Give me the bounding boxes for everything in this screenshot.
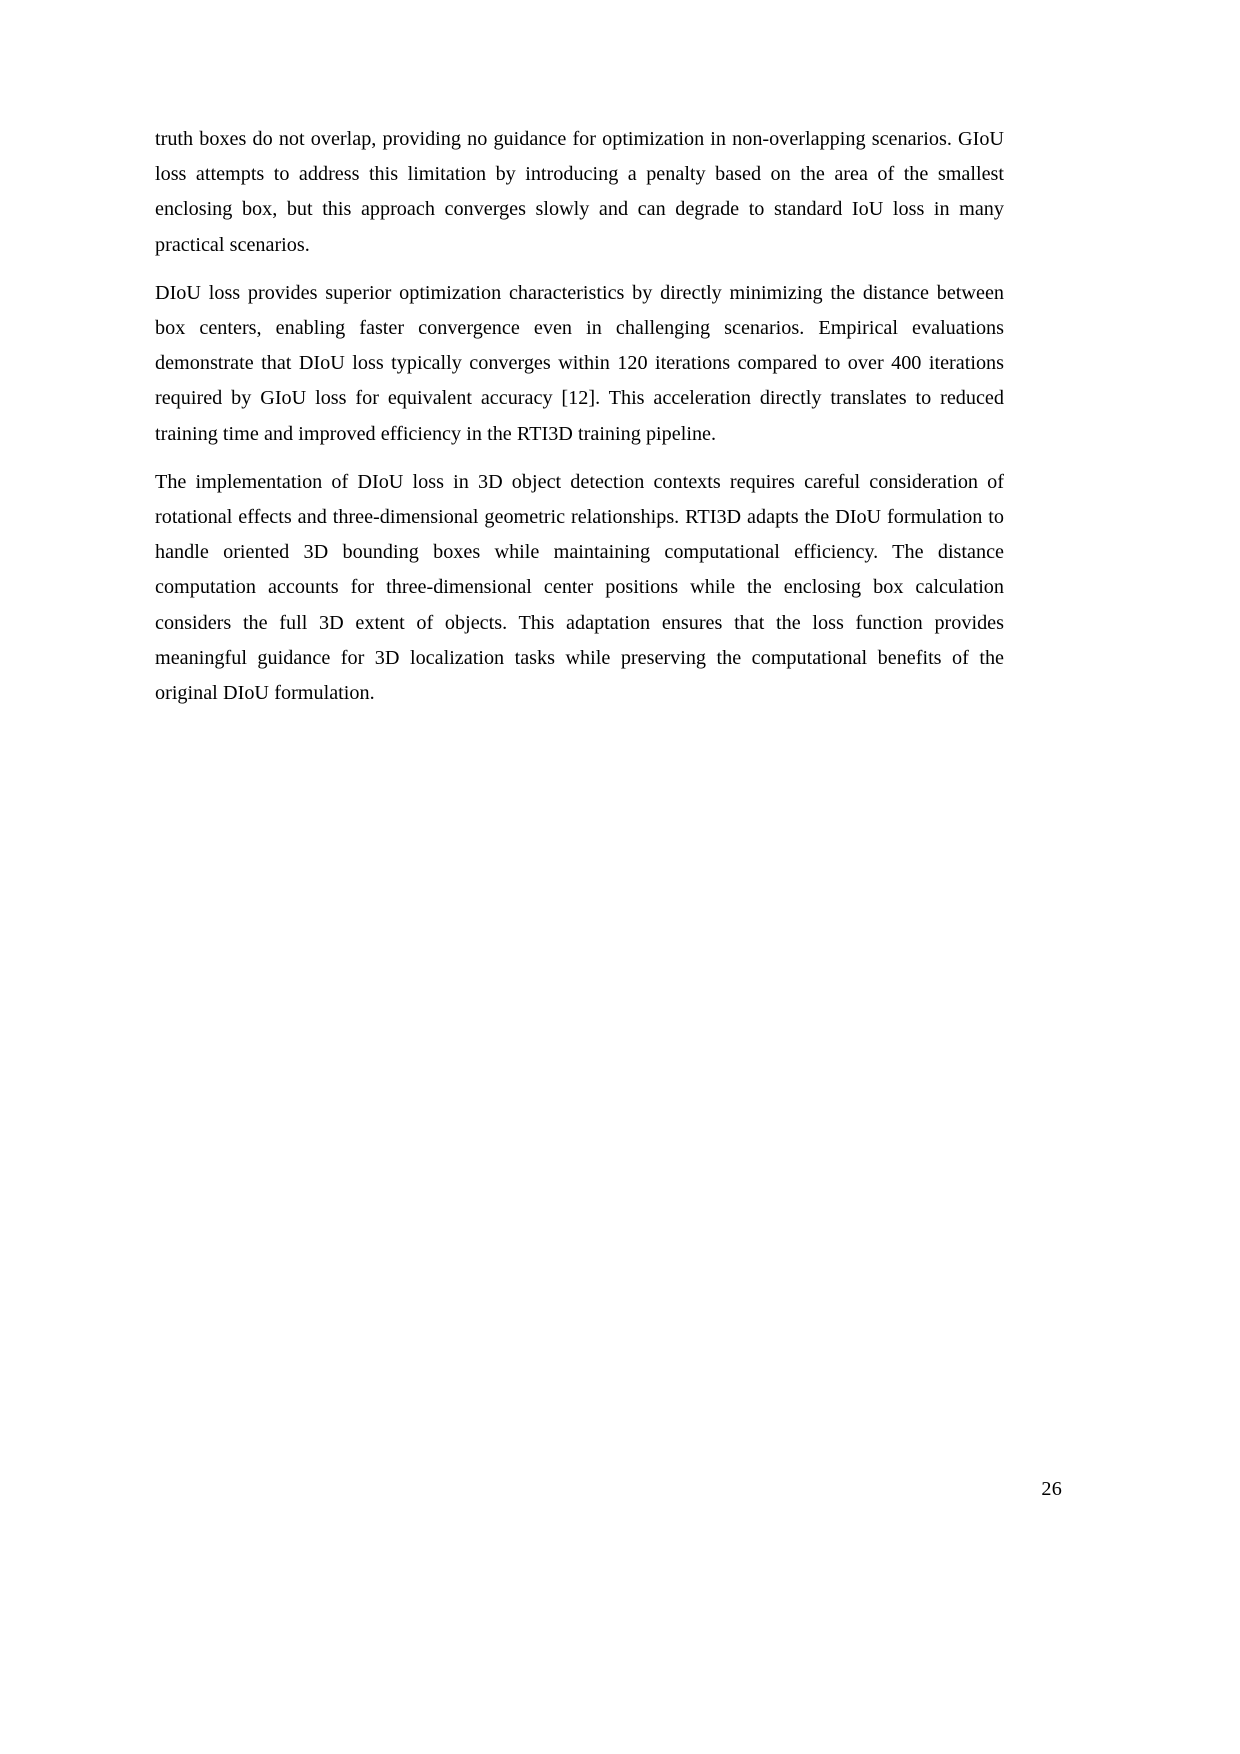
paragraph-diou-3d-implementation: The implementation of DIoU loss in 3D object detection contexts requires careful consideration of rotational effects and three-dimensional geometric relationships. RTI3D adapts the DIoU formulation to handle oriented 3D bounding boxes while maintaining computational efficiency. The distance computation accounts for three-dimensional center positions while the enclosing box calculation considers the full 3D extent of objects. This adaptation ensures that the loss function provides meaningful guidance for 3D localization tasks while preserving the computational benefits of the original DIoU formulation.: [155, 470, 1004, 705]
body-text-column: [155, 122, 1004, 711]
paragraph-diou-convergence: DIoU loss provides superior optimization characteristics by directly minimizing the distance between box centers, enabling faster convergence even in challenging scenarios. Empirical evaluations demonstrate that DIoU loss typically converges within 120 iterations compared to over 400 iterations required by GIoU loss for equivalent accuracy [12]. This acceleration directly translates to reduced training time and improved efficiency in the RTI3D training pipeline.: [155, 281, 1004, 445]
paragraph-giou-limitations: truth boxes do not overlap, providing no guidance for optimization in non-overlapping scenarios. GIoU loss attempts to address this limitation by introducing a penalty based on the area of the smallest enclosing box, but this approach converges slowly and can degrade to standard IoU loss in many practical scenarios.: [155, 128, 1004, 256]
page-number: 26: [1041, 1477, 1062, 1500]
